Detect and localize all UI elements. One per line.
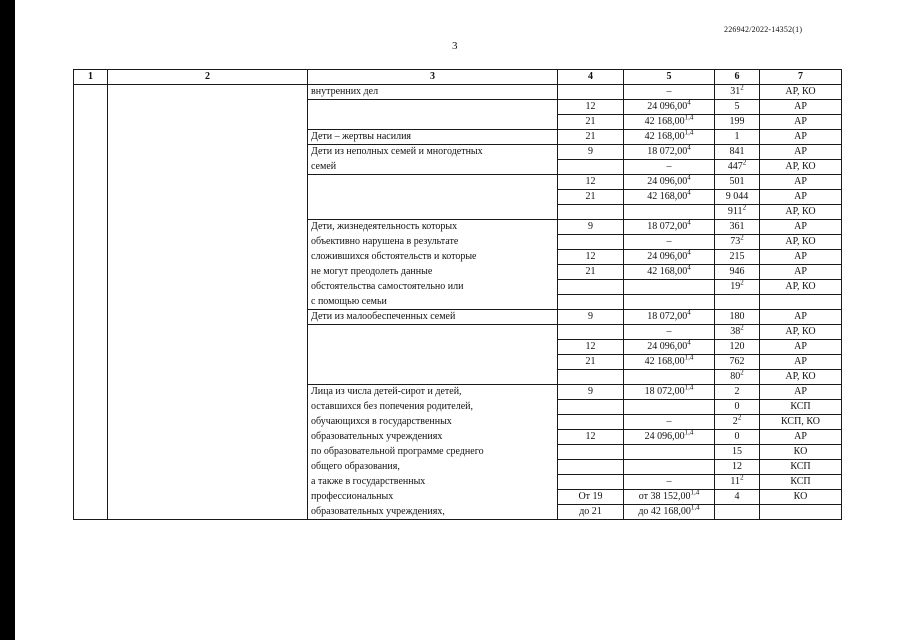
footnote-marker: 1,4 [684,129,694,137]
category-cell-text: общего образования, [311,460,400,472]
age-cell [558,145,624,160]
amount-cell-text: до 42 168,00 [638,506,691,517]
count-cell [715,205,760,220]
amount-cell [624,295,715,310]
footnote-marker: 2 [740,474,744,482]
age-cell [558,295,624,310]
category-cell-text: Дети, жизнедеятельность которых [311,221,458,232]
age-cell-text: От 19 [578,491,603,502]
amount-cell [624,340,715,355]
amount-cell-text: 24 096,00 [647,101,688,112]
amount-cell [624,400,715,415]
age-cell [558,205,624,220]
count-cell-text: 0 [734,401,740,412]
benefits-table [73,69,842,520]
type-cell [760,85,842,100]
type-cell [760,310,842,325]
category-cell-text: а также в государственных [311,475,426,487]
type-cell [760,445,842,460]
amount-cell-text: – [666,416,672,427]
type-cell [760,235,842,250]
amount-cell [624,175,715,190]
type-cell-text: АР, КО [785,371,816,382]
age-cell-text: 9 [588,221,593,232]
type-cell [760,220,842,235]
age-cell [558,310,624,325]
amount-cell [624,385,715,400]
amount-cell-text: 24 096,00 [647,251,688,262]
count-cell-text: 199 [729,116,745,127]
amount-cell [624,100,715,115]
category-cell-text: Дети из неполных семей и многодетных [311,146,483,157]
count-cell-text: 215 [729,251,745,262]
column-header: 7 [760,70,842,85]
count-cell-text: 5 [734,101,740,112]
amount-cell-text: 42 168,00 [647,191,688,202]
column-header: 6 [715,70,760,85]
header-row [74,70,842,85]
age-cell [558,160,624,175]
category-cell [308,355,558,370]
type-cell-text: АР [794,356,807,367]
amount-cell [624,430,715,445]
count-cell-text: 15 [732,446,742,457]
age-cell-text: 21 [585,266,596,277]
footnote-marker: 2 [740,279,744,287]
count-cell-text: 9 044 [725,191,749,202]
type-cell-text: КСП [790,401,811,412]
footnote-marker: 2 [737,414,742,422]
count-cell-text: 31 [730,86,741,97]
amount-cell [624,160,715,175]
footnote-marker: 1,4 [684,114,694,122]
age-cell [558,355,624,370]
count-cell-text: 12 [732,461,742,472]
category-cell [308,325,558,340]
amount-cell [624,115,715,130]
footnote-marker: 2 [740,84,744,92]
category-cell [308,100,558,115]
footnote-marker: 4 [687,249,691,257]
type-cell [760,265,842,280]
footnote-marker: 4 [687,144,691,152]
amount-cell [624,355,715,370]
footnote-marker: 4 [687,99,691,107]
category-cell-text: профессиональных [311,490,394,502]
count-cell-text: 80 [730,371,741,382]
type-cell [760,415,842,430]
amount-cell [624,415,715,430]
footnote-marker: 2 [740,369,744,377]
age-cell-text: 12 [585,101,596,112]
amount-cell [624,460,715,475]
category-cell [308,130,558,145]
category-cell [308,250,558,265]
count-cell [715,430,760,445]
type-cell [760,490,842,505]
type-cell-text: АР, КО [785,326,816,337]
age-cell-text: 12 [585,431,596,442]
category-cell [308,190,558,205]
count-cell [715,295,760,310]
age-cell-text: 12 [585,176,596,187]
type-cell-text: АР [794,176,807,187]
type-cell-text: АР [794,431,807,442]
category-cell [308,205,558,220]
column-header: 3 [308,70,558,85]
amount-cell-text: от 38 152,00 [638,491,691,502]
category-cell [308,475,558,490]
count-cell-text: 1 [734,131,740,142]
count-cell-text: 2 [734,386,740,397]
count-cell-text: 0 [734,431,740,442]
type-cell-text: АР [794,266,807,277]
count-cell [715,325,760,340]
footnote-marker: 4 [687,264,691,272]
type-cell [760,370,842,385]
amount-cell [624,265,715,280]
category-cell-text: семей [311,160,337,172]
age-cell [558,190,624,205]
category-cell-text: образовательных учреждениях [311,430,443,442]
amount-cell [624,250,715,265]
count-cell-text: 38 [730,326,741,337]
type-cell [760,430,842,445]
amount-cell-text: 24 096,00 [644,431,685,442]
age-cell [558,415,624,430]
type-cell-text: КО [793,491,808,502]
type-cell-text: АР [794,251,807,262]
count-cell [715,400,760,415]
count-cell-text: 946 [729,266,745,277]
footnote-marker: 4 [687,219,691,227]
age-cell [558,505,624,520]
count-cell [715,505,760,520]
type-cell-text: АР, КО [785,236,816,247]
footnote-marker: 1,4 [690,489,700,497]
type-cell [760,160,842,175]
count-cell [715,415,760,430]
footnote-marker: 1,4 [690,504,700,512]
col-1-cell [74,85,108,520]
amount-cell [624,280,715,295]
age-cell [558,280,624,295]
count-cell-text: 361 [729,221,745,232]
amount-cell [624,220,715,235]
category-cell-text: с помощью семьи [311,295,387,307]
count-cell-text: 2 [732,416,738,427]
count-cell-text: 4 [734,491,740,502]
type-cell-text: АР [794,191,807,202]
type-cell-text: АР, КО [785,86,816,97]
count-cell [715,265,760,280]
count-cell [715,235,760,250]
amount-cell-text: 42 168,00 [647,266,688,277]
count-cell-text: 73 [730,236,741,247]
count-cell [715,115,760,130]
amount-cell [624,445,715,460]
type-cell-text: АР, КО [785,281,816,292]
category-cell [308,460,558,475]
count-cell-text: 11 [730,476,741,487]
count-cell [715,340,760,355]
age-cell [558,490,624,505]
amount-cell [624,235,715,250]
type-cell [760,505,842,520]
count-cell [715,130,760,145]
type-cell-text: КСП [790,461,811,472]
count-cell [715,280,760,295]
category-cell-text: объективно нарушена в результате [311,235,459,247]
category-cell [308,415,558,430]
document-id: 226942/2022-14352(1) [724,25,803,34]
footnote-marker: 1,4 [684,354,694,362]
type-cell-text: АР [794,341,807,352]
amount-cell [624,190,715,205]
footnote-marker: 2 [740,324,744,332]
footnote-marker: 1,4 [684,429,694,437]
age-cell [558,400,624,415]
age-cell-text: 9 [588,386,593,397]
table-row [74,85,842,100]
category-cell-text: Дети из малообеспеченных семей [311,311,456,322]
type-cell [760,385,842,400]
amount-cell [624,475,715,490]
count-cell-text: 762 [729,356,745,367]
footnote-marker: 2 [742,204,747,212]
age-cell [558,385,624,400]
amount-cell-text: 24 096,00 [647,341,688,352]
type-cell [760,130,842,145]
amount-cell-text: 18 072,00 [644,386,685,397]
count-cell [715,190,760,205]
category-cell [308,340,558,355]
amount-cell-text: 42 168,00 [644,131,685,142]
age-cell [558,130,624,145]
age-cell [558,85,624,100]
category-cell-text: Дети – жертвы насилия [311,131,412,142]
type-cell [760,145,842,160]
count-cell [715,145,760,160]
amount-cell [624,370,715,385]
amount-cell [624,205,715,220]
age-cell [558,220,624,235]
amount-cell-text: 18 072,00 [647,221,688,232]
age-cell-text: 21 [585,356,596,367]
category-cell [308,280,558,295]
age-cell [558,100,624,115]
count-cell [715,85,760,100]
amount-cell-text: 18 072,00 [647,311,688,322]
type-cell [760,325,842,340]
type-cell [760,460,842,475]
amount-cell-text: 18 072,00 [647,146,688,157]
column-header: 4 [558,70,624,85]
footnote-marker: 4 [687,309,691,317]
category-cell-text: образовательных учреждениях, [311,505,445,517]
category-cell [308,490,558,505]
amount-cell-text: – [666,236,672,247]
age-cell [558,175,624,190]
age-cell [558,265,624,280]
age-cell [558,250,624,265]
column-header: 5 [624,70,715,85]
age-cell [558,445,624,460]
count-cell [715,160,760,175]
category-cell [308,370,558,385]
age-cell-text: до 21 [579,506,602,517]
count-cell [715,460,760,475]
count-cell-text: 120 [729,341,745,352]
footnote-marker: 4 [687,339,691,347]
category-cell [308,160,558,175]
amount-cell-text: 42 168,00 [644,356,685,367]
category-cell [308,445,558,460]
category-cell [308,400,558,415]
type-cell [760,475,842,490]
amount-cell [624,490,715,505]
type-cell-text: АР [794,386,807,397]
category-cell [308,310,558,325]
amount-cell-text: – [666,161,672,172]
count-cell [715,370,760,385]
type-cell [760,250,842,265]
footnote-marker: 4 [687,189,691,197]
age-cell-text: 21 [585,191,596,202]
amount-cell-text: – [666,326,672,337]
amount-cell [624,505,715,520]
category-cell [308,220,558,235]
age-cell-text: 12 [585,251,596,262]
type-cell [760,295,842,310]
age-cell-text: 21 [585,116,596,127]
type-cell-text: АР [794,101,807,112]
category-cell [308,295,558,310]
age-cell-text: 9 [588,311,593,322]
column-header: 2 [108,70,308,85]
type-cell-text: КО [793,446,808,457]
amount-cell-text: – [666,86,672,97]
table-body [74,85,842,520]
count-cell-text: 180 [729,311,745,322]
count-cell [715,355,760,370]
amount-cell-text: 42 168,00 [644,116,685,127]
category-cell [308,175,558,190]
category-cell-text: сложившихся обстоятельств и которые [311,250,477,262]
age-cell [558,115,624,130]
category-cell [308,145,558,160]
age-cell [558,430,624,445]
amount-cell-text: 24 096,00 [647,176,688,187]
type-cell [760,100,842,115]
category-cell-text: не могут преодолеть данные [311,265,433,277]
category-cell [308,265,558,280]
type-cell [760,205,842,220]
footnote-marker: 2 [742,159,747,167]
count-cell-text: 501 [729,176,745,187]
type-cell-text: КСП [790,476,811,487]
age-cell-text: 12 [585,341,596,352]
count-cell [715,250,760,265]
category-cell-text: внутренних дел [311,86,379,97]
age-cell [558,370,624,385]
category-cell-text: Лица из числа детей-сирот и детей, [311,386,462,397]
count-cell [715,220,760,235]
count-cell-text: 19 [730,281,741,292]
count-cell [715,445,760,460]
type-cell-text: АР [794,311,807,322]
count-cell [715,475,760,490]
type-cell-text: АР [794,131,807,142]
type-cell [760,340,842,355]
type-cell [760,190,842,205]
amount-cell [624,85,715,100]
category-cell-text: обстоятельства самостоятельно или [311,280,464,292]
amount-cell [624,130,715,145]
count-cell [715,100,760,115]
age-cell [558,235,624,250]
category-cell [308,115,558,130]
category-cell [308,430,558,445]
type-cell-text: КСП, КО [781,416,820,427]
footnote-marker: 1,4 [684,384,694,392]
type-cell [760,175,842,190]
category-cell-text: оставшихся без попечения родителей, [311,400,474,412]
amount-cell [624,145,715,160]
age-cell [558,460,624,475]
count-cell-text: 447 [727,161,743,172]
age-cell [558,325,624,340]
category-cell [308,85,558,100]
amount-cell-text: – [666,476,672,487]
col-2-cell [108,85,308,520]
type-cell [760,400,842,415]
type-cell [760,280,842,295]
category-cell-text: по образовательной программе среднего [311,445,484,457]
footnote-marker: 2 [740,234,744,242]
category-cell [308,235,558,250]
count-cell-text: 841 [729,146,745,157]
amount-cell [624,325,715,340]
category-cell [308,385,558,400]
page-number: 3 [452,40,458,52]
age-cell-text: 9 [588,146,593,157]
type-cell-text: АР [794,146,807,157]
type-cell [760,115,842,130]
category-cell-text: обучающихся в государственных [311,415,452,427]
type-cell-text: АР [794,221,807,232]
type-cell [760,355,842,370]
scan-edge-bar [0,0,15,640]
type-cell-text: АР, КО [785,206,816,217]
amount-cell [624,310,715,325]
type-cell-text: АР, КО [785,161,816,172]
count-cell [715,175,760,190]
type-cell-text: АР [794,116,807,127]
footnote-marker: 4 [687,174,691,182]
category-cell [308,505,558,520]
age-cell-text: 21 [585,131,596,142]
count-cell [715,310,760,325]
count-cell-text: 911 [727,206,743,217]
age-cell [558,340,624,355]
age-cell [558,475,624,490]
count-cell [715,385,760,400]
column-header: 1 [74,70,108,85]
count-cell [715,490,760,505]
